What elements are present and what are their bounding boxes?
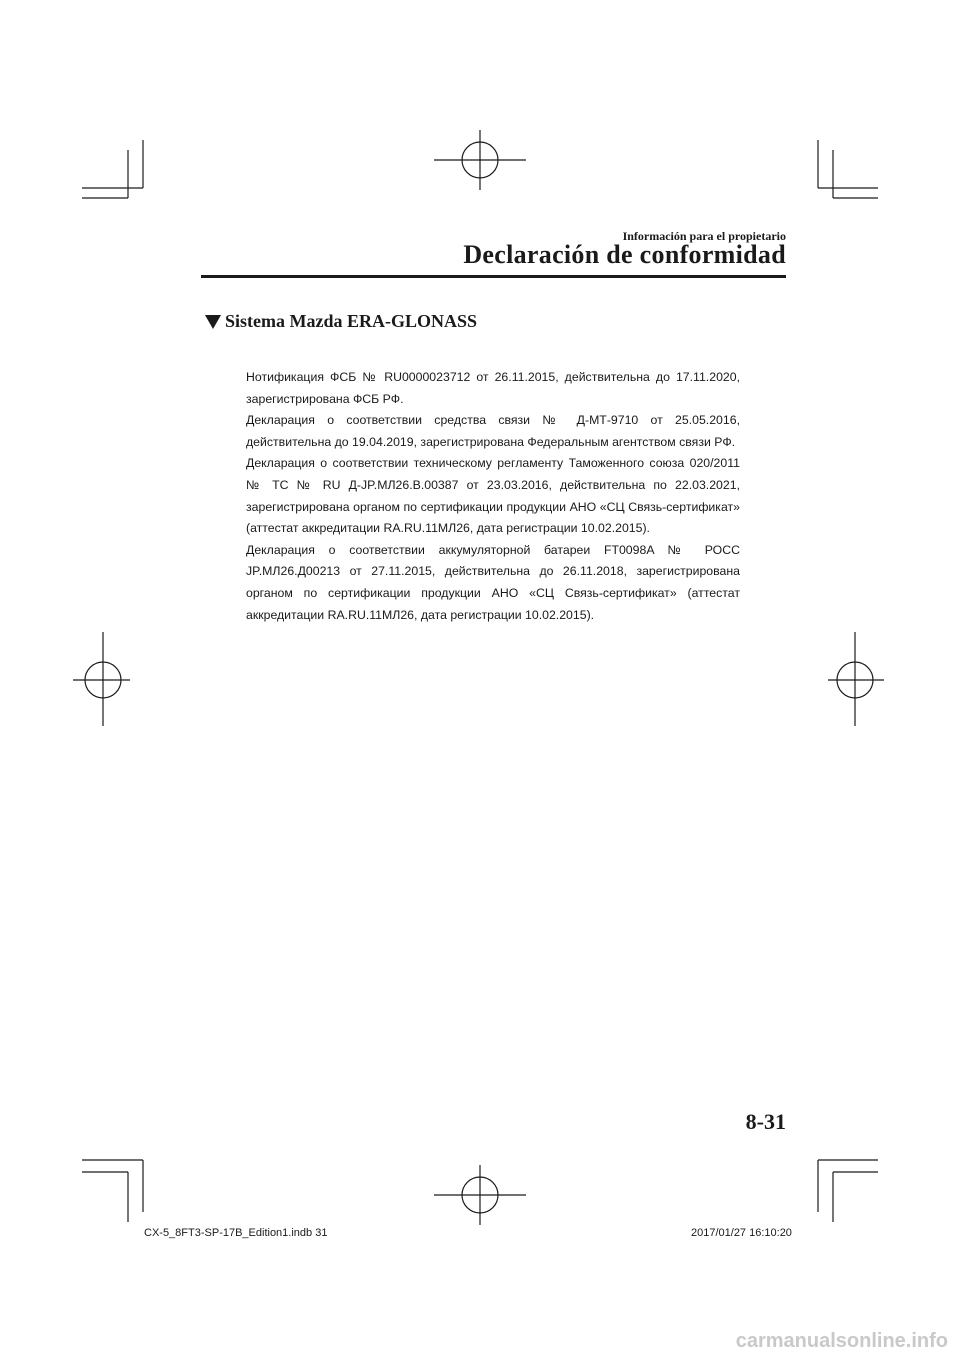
section-heading-text: Sistema Mazda ERA-GLONASS xyxy=(225,311,478,331)
page-number: 8-31 xyxy=(745,1109,786,1134)
watermark: carmanualsonline.info xyxy=(735,1330,948,1352)
paragraph-declaration-battery: Декларация о соответствии аккумуляторной батареи FT0098A № РОСС JP.МЛ26.Д00213 от 27.11.2015, действительна до 26.11.2018, зарегистрирована органом по сертификации продукции АНО «СЦ Связь-сертификат» (аттестат аккредитации RA.RU.11МЛ26, дата регистрации 10.02.2015). xyxy=(246,542,740,622)
paragraph-declaration-customs-union: Декларация о соответствии техническому регламенту Таможенного союза 020/2011 № ТС № RU Д-JP.МЛ26.В.00387 от 23.03.2016, действительна по 22.03.2021, зарегистрирована органом по сертификации продукции АНО «СЦ Связь-сертификат» (аттестат аккредитации RA.RU.11МЛ26, дата регистрации 10.02.2015). xyxy=(246,456,740,536)
page-title: Declaración de conformidad xyxy=(463,240,786,269)
header-subtitle: Información para el propietario xyxy=(622,229,786,243)
footer-timestamp: 2017/01/27 16:10:20 xyxy=(691,1227,792,1239)
paragraph-declaration-communication: Декларация о соответствии средства связи № Д-МТ-9710 от 25.05.2016, действительна до 19.04.2019, зарегистрирована Федеральным агентством связи РФ. xyxy=(246,413,740,449)
header-divider xyxy=(201,275,786,278)
footer-file-info: CX-5_8FT3-SP-17B_Edition1.indb 31 xyxy=(144,1227,328,1239)
paragraph-notification: Нотификация ФСБ № RU0000023712 от 26.11.2015, действительна до 17.11.2020, зарегистрирована ФСБ РФ. xyxy=(246,370,740,406)
section-heading xyxy=(205,311,477,332)
body-text xyxy=(246,367,740,626)
down-triangle-icon xyxy=(205,315,221,329)
